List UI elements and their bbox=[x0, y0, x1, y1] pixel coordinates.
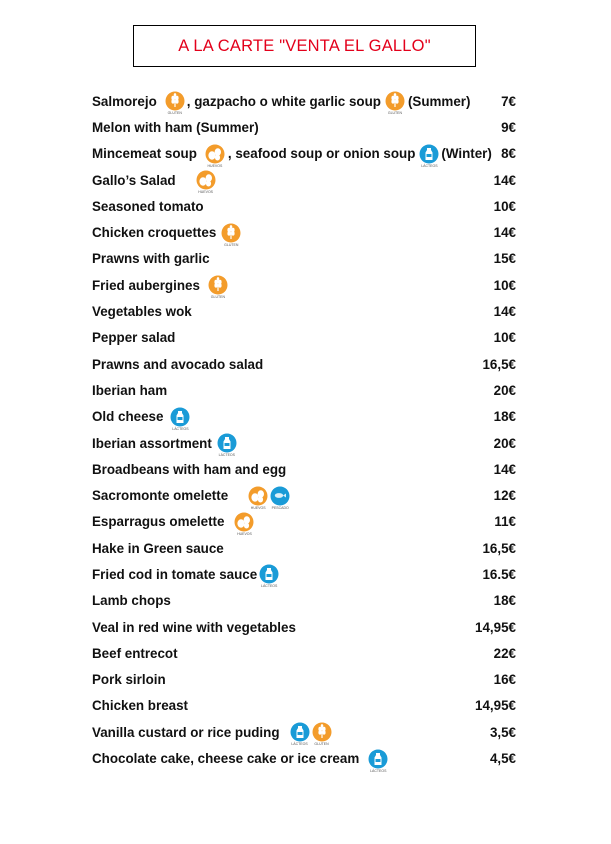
lactose-icon bbox=[217, 433, 237, 457]
gluten-icon bbox=[312, 722, 332, 747]
item-name: Iberian assortment bbox=[92, 435, 212, 451]
item-name: Mincemeat soup bbox=[92, 146, 197, 162]
item-name: Iberian ham bbox=[92, 382, 168, 398]
item-price: 11€ bbox=[494, 514, 516, 530]
item-name: Chocolate cake, cheese cake or ice cream bbox=[92, 751, 360, 767]
item-name: Seasoned tomato bbox=[92, 198, 204, 214]
item-name-cont: , gazpacho o white garlic soup bbox=[186, 93, 381, 109]
allergen-caption: GLUTEN bbox=[387, 111, 403, 116]
item-price: 10€ bbox=[493, 277, 516, 293]
item-price: 7€ bbox=[501, 93, 516, 109]
menu-item-iberian-ham bbox=[92, 377, 516, 403]
item-season: (Summer) bbox=[407, 93, 471, 109]
menu-item-fried-aubergines bbox=[92, 272, 516, 298]
allergen-caption: LÁCTEOS bbox=[172, 426, 189, 431]
menu-list bbox=[92, 88, 516, 772]
gluten-icon bbox=[221, 223, 241, 247]
item-name: Vegetables wok bbox=[92, 304, 192, 320]
allergen-caption: GLUTEN bbox=[224, 242, 239, 247]
allergen-caption: LÁCTEOS bbox=[261, 584, 278, 589]
menu-item-vanilla-custard bbox=[92, 719, 516, 745]
menu-item-fried-cod bbox=[92, 561, 516, 587]
allergen-caption: LÁCTEOS bbox=[421, 163, 438, 168]
menu-item-veal bbox=[92, 614, 516, 640]
fish-icon bbox=[270, 486, 290, 510]
item-price: 8€ bbox=[501, 146, 516, 162]
menu-item-beef-entrecot bbox=[92, 640, 516, 666]
menu-item-pepper-salad bbox=[92, 325, 516, 351]
item-price: 12€ bbox=[493, 488, 516, 504]
menu-item-chicken-breast bbox=[92, 693, 516, 719]
item-name: Vanilla custard or rice puding bbox=[92, 724, 280, 740]
gluten-icon bbox=[165, 91, 185, 116]
item-name: Fried aubergines bbox=[92, 277, 200, 293]
item-name: Esparragus omelette bbox=[92, 514, 225, 530]
item-name: Lamb chops bbox=[92, 593, 171, 609]
item-price: 10€ bbox=[493, 330, 516, 346]
lactose-icon bbox=[368, 749, 388, 773]
egg-icon bbox=[196, 170, 216, 195]
allergen-caption: GLUTEN bbox=[210, 295, 226, 300]
allergen-caption: GLUTEN bbox=[314, 742, 329, 747]
item-name: Chicken breast bbox=[92, 698, 189, 714]
item-name: Prawns with garlic bbox=[92, 251, 210, 267]
item-price: 15€ bbox=[493, 251, 516, 267]
item-price: 14€ bbox=[493, 172, 516, 188]
allergen-caption: LÁCTEOS bbox=[291, 742, 308, 747]
menu-item-mincemeat-soup bbox=[92, 141, 516, 167]
item-price: 22€ bbox=[493, 645, 516, 661]
item-price: 9€ bbox=[501, 119, 516, 135]
item-name: Broadbeans with ham and egg bbox=[92, 461, 287, 477]
item-price: 14,95€ bbox=[475, 698, 516, 714]
item-price: 18€ bbox=[493, 593, 516, 609]
menu-title: A LA CARTE "VENTA EL GALLO" bbox=[133, 25, 476, 67]
item-name: Chicken croquettes bbox=[92, 225, 217, 241]
allergen-caption: HUEVOS bbox=[237, 531, 252, 536]
item-price: 14€ bbox=[493, 225, 516, 241]
item-name: Pork sirloin bbox=[92, 672, 166, 688]
item-price: 4,5€ bbox=[489, 751, 516, 767]
menu-item-prawns-avocado bbox=[92, 351, 516, 377]
item-price: 14€ bbox=[493, 461, 516, 477]
menu-item-pork-sirloin bbox=[92, 667, 516, 693]
lactose-icon bbox=[170, 407, 190, 431]
item-price: 14,95€ bbox=[475, 619, 516, 635]
item-name: Salmorejo bbox=[92, 93, 157, 109]
item-price: 20€ bbox=[493, 382, 516, 398]
menu-item-sacromonte-omelette bbox=[92, 482, 516, 508]
item-name: Sacromonte omelette bbox=[92, 488, 229, 504]
menu-item-old-cheese bbox=[92, 404, 516, 430]
item-price: 16,5€ bbox=[482, 356, 516, 372]
item-name: Gallo’s Salad bbox=[92, 172, 176, 188]
item-price: 16.5€ bbox=[482, 566, 516, 582]
item-name: Pepper salad bbox=[92, 330, 176, 346]
item-name: Prawns and avocado salad bbox=[92, 356, 264, 372]
lactose-icon bbox=[259, 564, 279, 589]
lactose-icon bbox=[419, 144, 439, 168]
egg-icon bbox=[248, 486, 268, 510]
allergen-caption: HUEVOS bbox=[250, 505, 266, 510]
item-name: Veal in red wine with vegetables bbox=[92, 619, 296, 635]
gluten-icon bbox=[385, 91, 405, 116]
menu-item-iberian-assortment bbox=[92, 426, 516, 457]
item-name-cont: , seafood soup or onion soup bbox=[227, 146, 416, 162]
item-price: 16,5€ bbox=[482, 540, 516, 556]
allergen-caption: LÁCTEOS bbox=[218, 453, 235, 457]
menu-item-lamb-chops bbox=[92, 588, 516, 614]
menu-item-salmorejo bbox=[92, 88, 516, 114]
item-name: Fried cod in tomate sauce bbox=[92, 566, 258, 582]
gluten-icon bbox=[208, 275, 228, 300]
item-price: 16€ bbox=[493, 672, 516, 688]
item-price: 10€ bbox=[493, 198, 516, 214]
menu-item-chicken-croquettes bbox=[92, 219, 516, 245]
item-season: (Winter) bbox=[441, 146, 492, 162]
allergen-caption: HUEVOS bbox=[207, 163, 223, 168]
item-name: Melon with ham (Summer) bbox=[92, 119, 259, 135]
item-name: Beef entrecot bbox=[92, 645, 178, 661]
allergen-caption: GLUTEN bbox=[167, 111, 182, 116]
item-price: 20€ bbox=[493, 435, 516, 451]
item-price: 14€ bbox=[493, 304, 516, 320]
egg-icon bbox=[234, 512, 254, 536]
egg-icon bbox=[205, 144, 225, 168]
item-name: Hake in Green sauce bbox=[92, 540, 224, 556]
allergen-caption: HUEVOS bbox=[198, 190, 213, 195]
item-name: Old cheese bbox=[92, 409, 164, 425]
item-price: 3,5€ bbox=[489, 724, 516, 740]
allergen-caption: PESCADO bbox=[271, 505, 289, 510]
allergen-caption: LÁCTEOS bbox=[370, 768, 387, 773]
lactose-icon bbox=[290, 722, 310, 747]
item-price: 18€ bbox=[493, 409, 516, 425]
